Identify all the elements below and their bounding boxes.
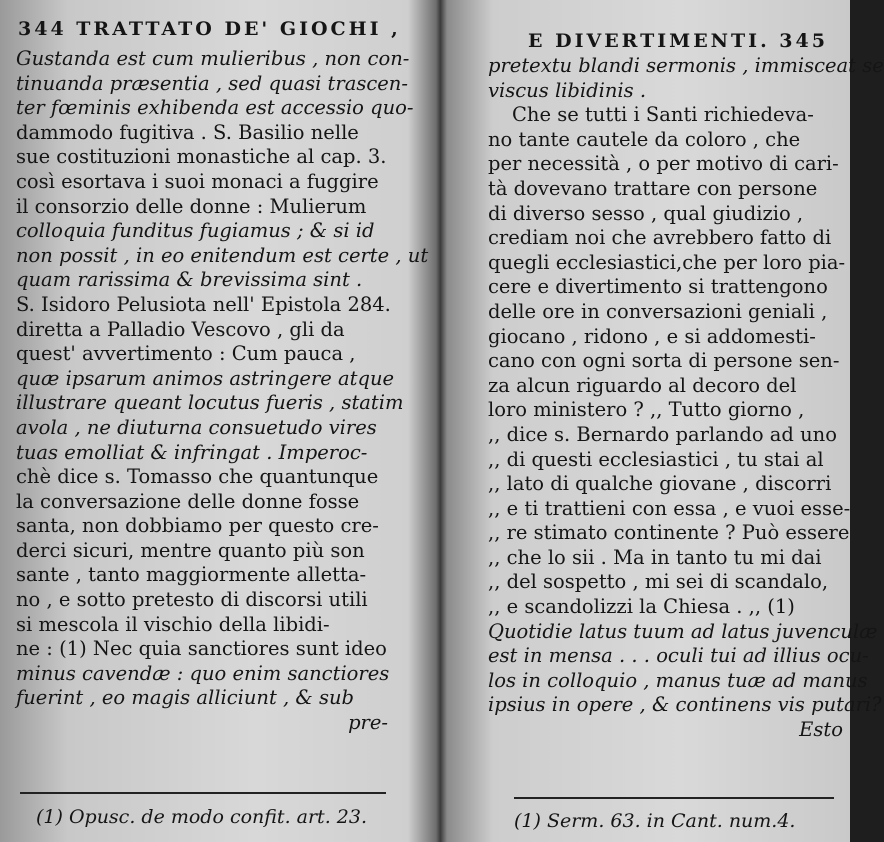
text-line: tà dovevano trattare con persone [488, 176, 818, 200]
footnote-rule-right [514, 797, 834, 799]
text-line: ne : (1) Nec quia sanctiores sunt ideo [16, 637, 387, 661]
text-line: avola , ne diuturna consuetudo vires [16, 415, 377, 439]
text-line: non possit , in eo enitendum est certe , ut [16, 243, 429, 267]
text-line: za alcun riguardo al decoro del [488, 373, 797, 397]
text-line: chè dice s. Tomasso che quantunque [16, 465, 379, 489]
text-line: viscus libidinis . [488, 78, 647, 102]
text-line: giocano , ridono , e si addomesti- [488, 324, 816, 348]
text-line: Esto [799, 718, 843, 742]
running-head-right: E DIVERTIMENTI. 345 [528, 30, 828, 52]
text-line: quæ ipsarum animos astringere atque [16, 366, 395, 390]
text-line: la conversazione delle donne fosse [16, 489, 360, 513]
footnote-left: (1) Opusc. de modo confit. art. 23. [36, 806, 367, 828]
left-page [0, 0, 436, 842]
text-line: ,, del sospetto , mi sei di scandalo, [488, 570, 829, 594]
text-line: fuerint , eo magis alliciunt , & sub [16, 686, 355, 710]
text-line: pretextu blandi sermonis , immisceat se [488, 54, 884, 77]
text-line: si mescola il vischio della libidi- [16, 612, 330, 636]
text-line: colloquia funditus fugiamus ; & si id [16, 219, 375, 243]
text-line: ,, di questi ecclesiastici , tu stai al [488, 447, 824, 471]
text-line: sante , tanto maggiormente alletta- [16, 563, 367, 587]
right-page [440, 0, 884, 842]
text-line: delle ore in conversazioni geniali , [488, 299, 828, 323]
text-line: ter fœminis exhibenda est accessio quo- [16, 96, 414, 120]
text-line: dammodo fugitiva . S. Basilio nelle [16, 120, 359, 144]
text-line: ,, lato di qualche giovane , discorri [488, 472, 832, 496]
text-line: no , e sotto pretesto di discorsi utili [16, 588, 368, 612]
text-line: Che se tutti i Santi richiedeva- [512, 103, 814, 127]
right-body-text [488, 54, 884, 743]
running-head-left: 344 TRATTATO DE' GIOCHI , [18, 18, 401, 40]
text-line: pre- [348, 711, 388, 735]
text-line: crediam noi che avrebbero fatto di [488, 226, 832, 250]
text-line: Quotidie latus tuum ad latus juvenculæ [488, 619, 878, 643]
text-line: santa, non dobbiamo per questo cre- [16, 514, 379, 538]
text-line: quegli ecclesiastici,che per loro pia- [488, 250, 846, 274]
text-line: est in mensa . . . oculi tui ad illius ocu- [488, 644, 869, 668]
text-line: ,, e scandolizzi la Chiesa . ,, (1) [488, 595, 795, 619]
text-line: ,, che lo sii . Ma in tanto tu mi dai [488, 545, 822, 569]
text-line: ipsius in opere , & continens vis putari? [488, 693, 882, 717]
text-line: il consorzio delle donne : Mulierum [16, 194, 367, 218]
text-line: minus cavendæ : quo enim sanctiores [16, 661, 390, 685]
text-line: così esortava i suoi monaci a fuggire [16, 169, 379, 193]
footnote-right: (1) Serm. 63. in Cant. num.4. [514, 810, 796, 832]
text-line: tinuanda præsentia , sed quasi trascen- [16, 71, 408, 95]
text-line: quest' avvertimento : Cum pauca , [16, 342, 356, 366]
text-line: cere e divertimento si trattengono [488, 275, 828, 299]
footnote-rule-left [20, 792, 386, 794]
text-line: derci sicuri, mentre quanto più son [16, 538, 365, 562]
left-body-text [16, 47, 429, 736]
text-line: sue costituzioni monastiche al cap. 3. [16, 145, 387, 169]
text-line: Gustanda est cum mulieribus , non con- [16, 47, 410, 70]
text-line: diretta a Palladio Vescovo , gli da [16, 317, 345, 341]
text-line: cano con ogni sorta di persone sen- [488, 349, 840, 373]
text-line: no tante cautele da coloro , che [488, 127, 801, 151]
text-line: loro ministero ? ,, Tutto giorno , [488, 398, 805, 422]
text-line: per necessità , o per motivo di cari- [488, 152, 839, 176]
text-line: ,, dice s. Bernardo parlando ad uno [488, 422, 837, 446]
text-line: tuas emolliat & infringat . Imperoc- [16, 440, 368, 464]
text-line: ,, e ti trattieni con essa , e vuoi esse- [488, 496, 851, 520]
text-line: S. Isidoro Pelusiota nell' Epistola 284. [16, 292, 391, 316]
text-line: quam rarissima & brevissima sint . [16, 268, 363, 292]
text-line: los in colloquio , manus tuæ ad manus [488, 668, 868, 692]
text-line: illustrare queant locutus fueris , statim [16, 391, 404, 415]
text-line: di diverso sesso , qual giudizio , [488, 201, 804, 225]
text-line: ,, re stimato continente ? Può essere [488, 521, 850, 545]
